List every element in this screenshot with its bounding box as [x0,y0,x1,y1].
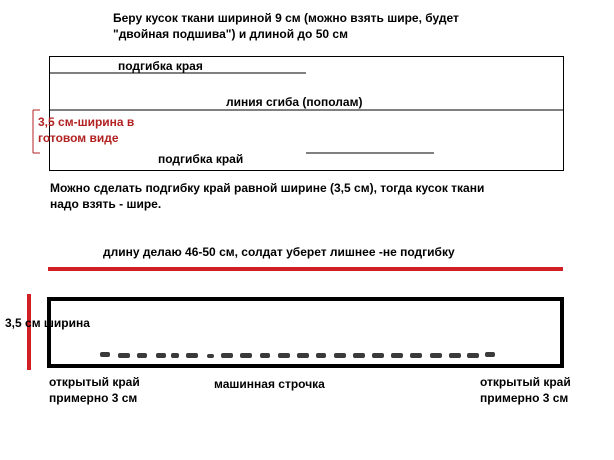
intro-line-2: "двойная подшива") и длиной до 50 см [113,27,348,41]
stitch-dash [467,353,479,358]
stitch-dash [156,353,166,358]
stitch-dash [372,353,384,358]
stitch-dash [297,353,309,358]
stitch-dash [240,353,252,358]
finished-width-label-1: 3,5 см-ширина в [38,115,135,129]
top-fold-label: подгибка края [118,59,203,73]
middle-fold-label: линия сгиба (пополам) [226,95,363,109]
stitch-dash [118,353,130,358]
machine-stitch [100,352,495,358]
strip-width-label: 3,5 см ширина [5,316,90,330]
stitch-dash [171,353,179,358]
stitch-dash [334,353,346,358]
stitch-dash [449,353,461,358]
stitch-dash [221,353,233,358]
stitch-dash [316,353,326,358]
stitch-dash [278,353,290,358]
stitch-dash [485,352,495,357]
open-edge-left-1: открытый край [49,375,140,389]
open-edge-left-2: примерно 3 см [49,391,138,405]
stitch-dash [353,353,365,358]
bottom-fold-label: подгибка край [158,152,244,166]
machine-stitch-label: машинная строчка [214,377,325,391]
open-edge-right-2: примерно 3 см [480,391,569,405]
stitch-dash [430,353,442,358]
open-edge-right-1: открытый край [480,375,571,389]
stitch-dash [260,353,270,358]
length-note: длину делаю 46-50 см, солдат уберет лишнее -не подгибку [103,245,455,259]
stitch-dash [137,353,147,358]
stitch-dash [391,353,403,358]
stitch-dash [100,352,110,357]
stitch-dash [186,353,198,358]
note-line-1: Можно сделать подгибку край равной ширине (3,5 см), тогда кусок ткани [50,181,485,195]
stitch-dash [207,354,214,358]
finished-width-label-2: готовом виде [38,131,119,145]
note-line-2: надо взять - шире. [50,197,162,211]
stitch-dash [410,353,422,358]
intro-line-1: Беру кусок ткани шириной 9 см (можно взять шире, будет [113,11,459,25]
